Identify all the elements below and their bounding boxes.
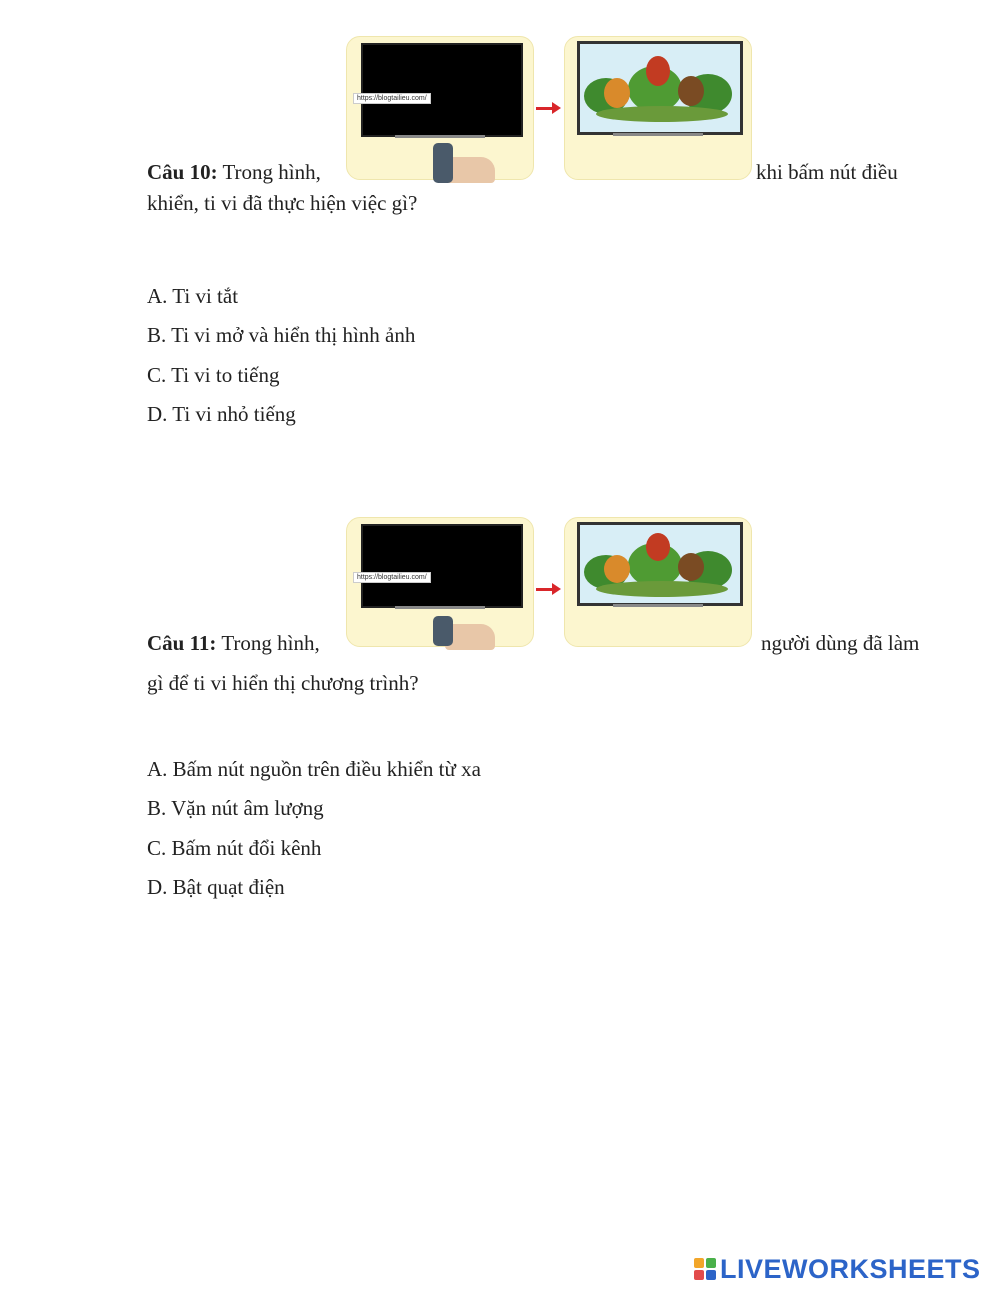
q11-option-d: D. Bật quạt điện: [147, 875, 285, 899]
monkey-image: [678, 553, 704, 581]
q10-line1-start: [147, 160, 321, 184]
tv-on-screen: [577, 522, 743, 606]
q10-text-before: Trong hình,: [222, 160, 321, 184]
q10-option-b: B. Ti vi mở và hiển thị hình ảnh: [147, 323, 416, 347]
q11-text-after: người dùng đã làm: [761, 631, 920, 655]
tv-on-screen: [577, 41, 743, 135]
remote-control-icon: [433, 616, 453, 646]
watermark-url: https://blogtailieu.com/: [353, 572, 431, 583]
q10-option-d: D. Ti vi nhỏ tiếng: [147, 402, 296, 426]
q10-option-a: A. Ti vi tắt: [147, 284, 239, 308]
dog-image: [604, 78, 630, 108]
q10-text-after: khi bấm nút điều: [756, 160, 898, 184]
q10-label: Câu 10:: [147, 160, 218, 184]
liveworksheets-logo: [694, 1255, 981, 1283]
logo-square-1: [694, 1258, 704, 1268]
q11-option-a: A. Bấm nút nguồn trên điều khiển từ xa: [147, 757, 481, 781]
tv-off-screen: [361, 524, 523, 608]
logo-square-2: [706, 1258, 716, 1268]
logo-square-3: [694, 1270, 704, 1280]
tv-off-panel: [346, 36, 534, 180]
logo-text: LIVEWORKSHEETS: [720, 1253, 981, 1284]
q11-option-c: C. Bấm nút đổi kênh: [147, 836, 322, 860]
tv-on-panel: [564, 36, 752, 180]
q11-text-line2: gì để ti vi hiển thị chương trình?: [147, 671, 419, 695]
rooster-image: [646, 533, 670, 561]
q11-line1-start: [147, 631, 320, 655]
tv-off-panel: [346, 517, 534, 647]
monkey-image: [678, 76, 704, 106]
q11-text-before: Trong hình,: [221, 631, 320, 655]
dog-image: [604, 555, 630, 583]
rooster-image: [646, 56, 670, 86]
tv-off-screen: [361, 43, 523, 137]
q11-label: Câu 11:: [147, 631, 217, 655]
logo-square-4: [706, 1270, 716, 1280]
tv-on-panel: [564, 517, 752, 647]
logo-squares-icon: [694, 1258, 716, 1280]
remote-control-icon: [433, 143, 453, 183]
q11-tv-illustration: [346, 515, 752, 649]
q10-tv-illustration: [346, 34, 752, 182]
q10-option-c: C. Ti vi to tiếng: [147, 363, 280, 387]
watermark-url: https://blogtailieu.com/: [353, 93, 431, 104]
q11-option-b: B. Vặn nút âm lượng: [147, 796, 324, 820]
q10-text-line2: khiển, ti vi đã thực hiện việc gì?: [147, 191, 418, 215]
